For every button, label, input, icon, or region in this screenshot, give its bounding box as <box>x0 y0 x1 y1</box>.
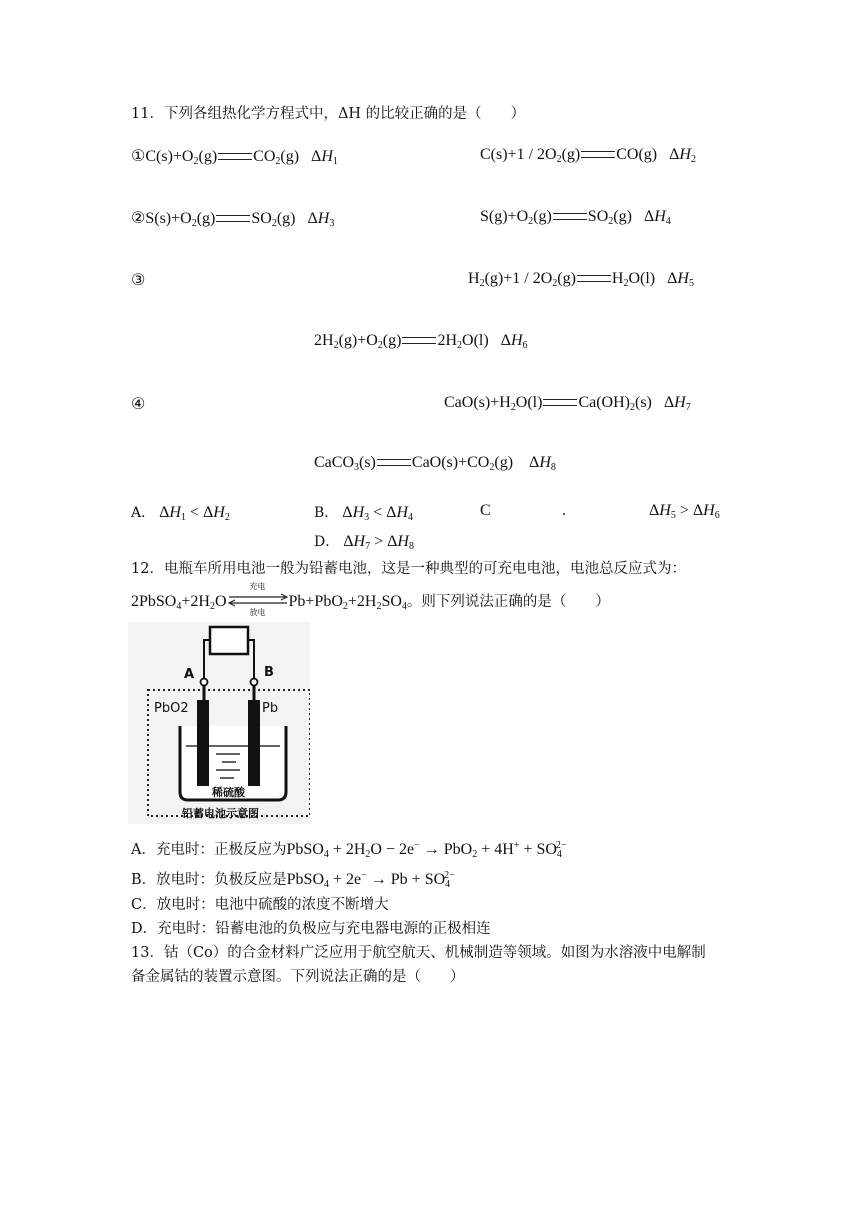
q11-group1-eq1: $①C(s)+O_2(g)$ $CO_2(g)$ $\Delta H_1$ <box>131 148 338 167</box>
q12-option-a-text: 充电时：正极反应为 <box>155 842 287 858</box>
q11-group4-eq1: $CaO(s)+H_2O(l)$ $Ca(OH)_2(s)$ $\Delta H_7$ <box>444 394 691 413</box>
q11-group2-eq1: $②S(s)+O_2(g)$ $SO_2(g)$ $\Delta H_3$ <box>131 210 335 229</box>
q11-group3-mark: ③ <box>131 272 146 289</box>
q13-line1: 13．钴（Co）的合金材料广泛应用于航空航天、机械制造等领域。如图为水溶液中电解制 <box>131 945 706 961</box>
electrolyte-label: 稀硫酸 <box>212 786 245 799</box>
q11-option-d: D． $\Delta H_7 > \Delta H_8$ <box>314 533 414 552</box>
q12-option-d <box>131 919 491 939</box>
group1-mark: ① <box>131 148 146 165</box>
arrow-label-charge: 充电 <box>249 582 266 592</box>
q13-line2: 备金属钴的装置示意图。下列说法正确的是（ ） <box>131 969 465 985</box>
q12-option-d-text: 充电时：铅蓄电池的负极应与充电器电源的正极相连 <box>157 921 491 937</box>
q11-option-c-dot: . <box>562 502 566 519</box>
arrow-label-discharge: 放电 <box>249 608 266 618</box>
pbo2-label: PbO2 <box>154 701 189 716</box>
q12-option-c <box>131 895 389 915</box>
electrode-label-a: A <box>184 667 195 682</box>
q12-option-a-label: A． <box>131 842 156 858</box>
electrode-label-b: B <box>264 665 274 680</box>
q12-option-d-label: D． <box>131 921 158 937</box>
pb-label: Pb <box>262 701 279 716</box>
lead-battery-diagram <box>128 622 310 824</box>
q12-option-b-text: 放电时：负极反应是 <box>156 872 287 888</box>
q11-option-a: A． $\Delta H_1 < \Delta H_2$ <box>131 504 230 523</box>
q11-option-b: B． $\Delta H_3 < \Delta H_4$ <box>314 504 414 523</box>
option-b-label: B． <box>314 505 339 521</box>
q11-option-c: $\Delta H_5 > \Delta H_6$ <box>649 502 720 521</box>
q12-option-c-text: 放电时：电池中硫酸的浓度不断增大 <box>156 897 389 913</box>
reversible-arrow <box>227 582 289 618</box>
option-d-label: D． <box>314 534 340 550</box>
q11-group1-eq2: $C(s)+1 / 2O_2(g)$ CO(g) $\Delta H_2$ <box>480 146 696 165</box>
q11-group4-mark: ④ <box>131 396 146 413</box>
q12-option-a: A．充电时：正极反应为PbSO$_4$ + $2H_2O - 2e^- \to PbO_2 + 4H^+ + SO_4^{2-}$ <box>131 840 567 860</box>
group2-mark: ② <box>131 210 146 227</box>
q12-equation: $2PbSO_4+2H_2O$ 充电 放电 $Pb+PbO_2+2H_2SO_4$。则下列说法正确的是（ ） <box>131 582 610 618</box>
diagram-caption: 铅蓄电池示意图 <box>182 807 259 820</box>
q12-stem: 12．电瓶车所用电池一般为铅蓄电池，这是一种典型的可充电电池，电池总反应式为： <box>131 561 686 577</box>
q11-group3-eq1: $H_2(g)+1 / 2O_2(g)$ $H_2O(l)$ $\Delta H_5$ <box>468 270 694 289</box>
q12-option-b: B．放电时：负极反应是PbSO$_4$ + $2e^- \to Pb + SO_4^{2-}$ <box>131 870 455 890</box>
q11-option-c-label: C <box>480 502 491 519</box>
option-a-label: A． <box>131 505 156 521</box>
lead-battery-svg <box>128 622 310 824</box>
q12-stem-tail: 。则下列说法正确的是（ ） <box>406 594 610 610</box>
q11-group2-eq2: $S(g)+O_2(g)$ $SO_2(g)$ $\Delta H_4$ <box>480 208 671 227</box>
q11-group4-eq2: CaCO$_3$(s) $CaO(s)+CO_2(g)$ $\Delta H_8$ <box>314 454 556 473</box>
q11-group3-eq2: $2H_2(g)+O_2(g)$ $2H_2O(l)$ $\Delta H_6$ <box>314 332 528 351</box>
q12-option-c-label: C． <box>131 897 157 913</box>
q11-stem: 11．下列各组热化学方程式中，ΔH 的比较正确的是（ ） <box>131 106 526 122</box>
q12-option-b-label: B． <box>131 872 157 888</box>
